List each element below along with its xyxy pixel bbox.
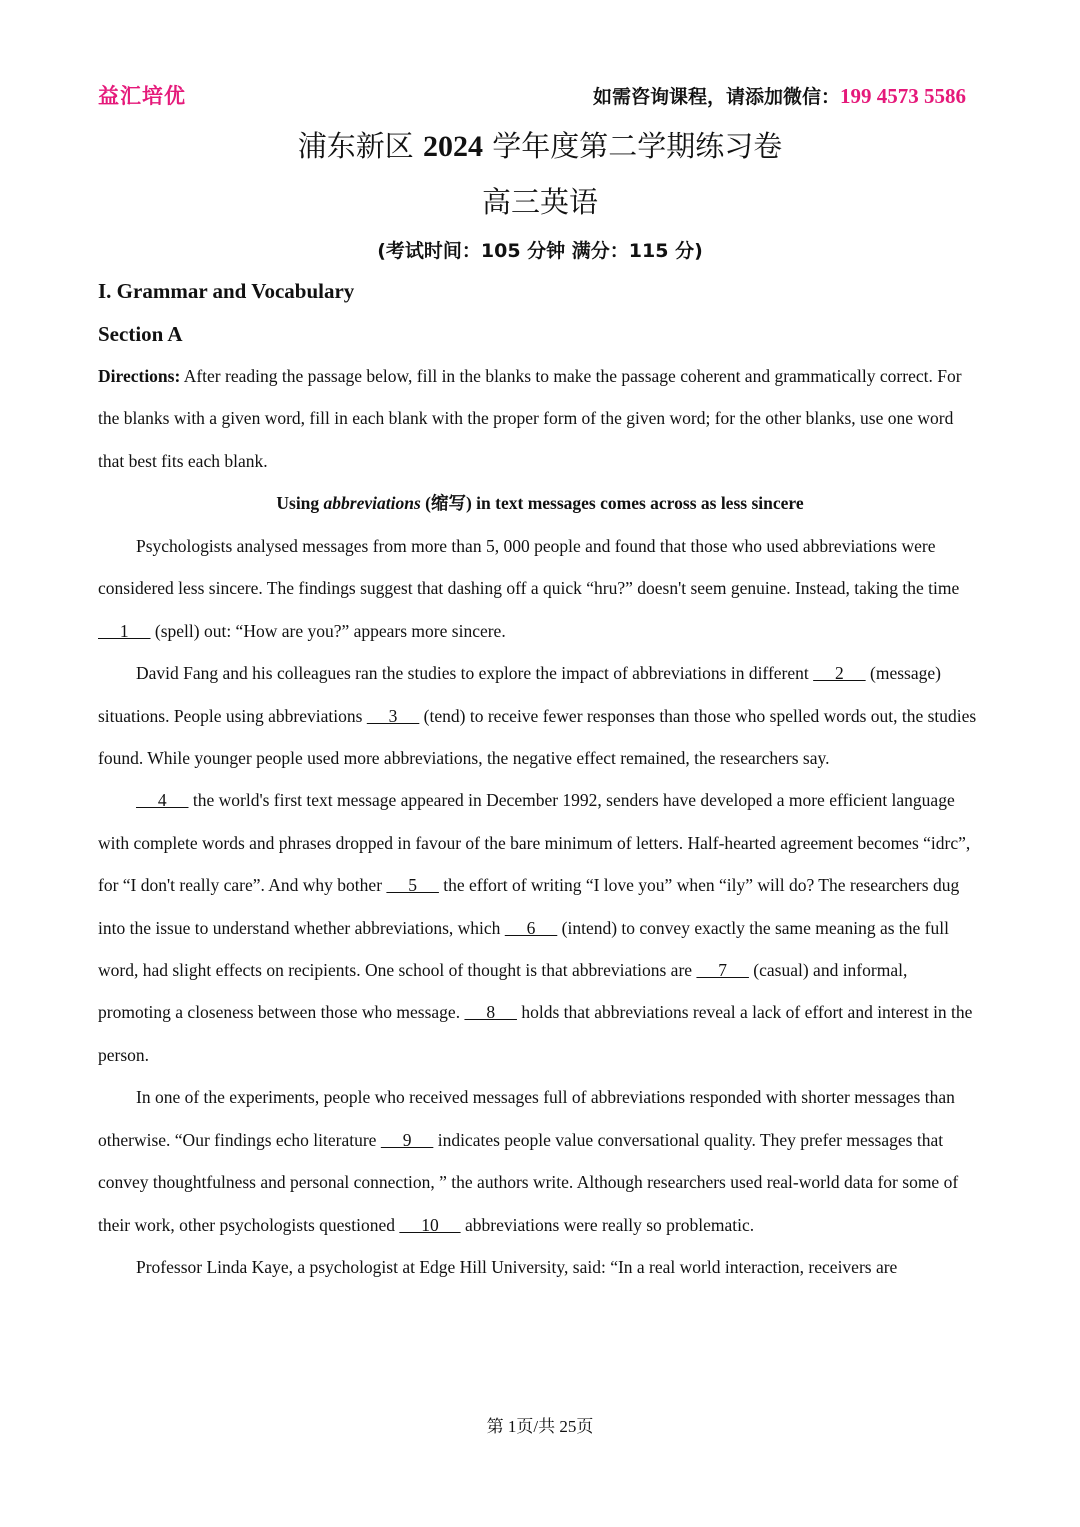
passage <box>98 525 980 1288</box>
blank-9: 9 <box>380 1129 434 1150</box>
passage-title <box>0 490 1080 515</box>
blank-6: 6 <box>504 917 558 938</box>
title-suffix: 学年度第二学期练习卷 <box>492 129 783 163</box>
blank-7: 7 <box>696 960 749 981</box>
text: holds that abbreviations reveal a lack of effort and interest in the person. <box>98 1002 973 1065</box>
text: (message) situations. People using abbreviations <box>98 663 941 726</box>
blank-10: 10 <box>399 1214 461 1235</box>
text: (spell) out: “How are you?” appears more sincere. <box>150 620 506 641</box>
blank-2: 2 <box>813 663 866 684</box>
directions-text: After reading the passage below, fill in the blanks to make the passage coherent and grammatically correct. For the blanks with a given word, fill in each blank with the proper form of the given word; for the other blanks, use one word that best fits each blank. <box>98 366 962 471</box>
exam-info: (考试时间：105 分钟 满分：115 分) <box>377 240 703 262</box>
contact-number: 199 4573 5586 <box>840 84 966 108</box>
text: (casual) and informal, promoting a closeness between those who message. <box>98 960 908 1023</box>
text: Professor Linda Kaye, a psychologist at Edge Hill University, said: “In a real world interaction, receivers are <box>136 1256 898 1277</box>
paragraph-5 <box>98 1246 980 1288</box>
passage-title-italic: abbreviations <box>323 493 421 513</box>
exam-subject: 高三英语 <box>481 185 598 219</box>
paragraph-3 <box>98 779 980 1076</box>
exam-title <box>0 124 1080 165</box>
text: In one of the experiments, people who received messages full of abbreviations responded with shorter messages than otherwise. “Our findings echo literature <box>98 1087 955 1150</box>
brand-logo-text: 益汇培优 <box>98 84 186 108</box>
contact-label: 如需咨询课程，请添加微信： <box>592 86 840 108</box>
text: the effort of writing “I love you” when “ily” will do? The researchers dug into the issue to understand whether abbreviations, which <box>98 875 960 938</box>
text: (intend) to convey exactly the same meaning as the full word, had slight effects on recipients. One school of thought is that abbreviations are <box>98 917 949 981</box>
title-prefix: 浦东新区 <box>297 129 414 163</box>
blank-5: 5 <box>386 875 439 896</box>
section-heading: I. Grammar and Vocabulary <box>98 279 355 303</box>
paragraph-2 <box>98 652 980 779</box>
text: abbreviations were really so problematic. <box>460 1214 755 1235</box>
blank-3: 3 <box>366 705 420 726</box>
blank-8: 8 <box>464 1002 517 1023</box>
directions-label: Directions: <box>98 366 181 386</box>
sub-heading: Section A <box>98 322 183 346</box>
blank-1: 1 <box>98 620 151 641</box>
directions <box>98 355 980 482</box>
paragraph-1 <box>98 525 980 652</box>
text: the world's first text message appeared in December 1992, senders have developed a more efficient language with complete words and phrases dropped in favour of the bare minimum of letters. Half-hearted agreement becomes “idrc”, for “I don't really care”. And why bother <box>98 790 971 896</box>
paragraph-4 <box>98 1076 980 1246</box>
blank-4: 4 <box>136 790 189 811</box>
passage-title-part2: (缩写) in text messages comes across as less sincere <box>420 493 804 513</box>
passage-title-part1: Using <box>276 493 324 513</box>
text: indicates people value conversational quality. They prefer messages that convey thoughtfulness and personal connection, ” the authors write. Although researchers used real-world data for some of their work, other psychologists questioned <box>98 1129 959 1235</box>
text: (tend) to receive fewer responses than those who spelled words out, the studies found. While younger people used more abbreviations, the negative effect remained, the researchers say. <box>98 705 977 769</box>
text: Psychologists analysed messages from more than 5, 000 people and found that those who used abbreviations were considered less sincere. The findings suggest that dashing off a quick “hru?” doesn't seem genuine. Instead, taking the time <box>98 536 960 599</box>
title-year: 2024 <box>423 130 483 163</box>
contact-info <box>593 82 966 109</box>
page-number: 第 1页/共 25页 <box>486 1417 594 1436</box>
text: David Fang and his colleagues ran the studies to explore the impact of abbreviations in different <box>136 663 814 684</box>
